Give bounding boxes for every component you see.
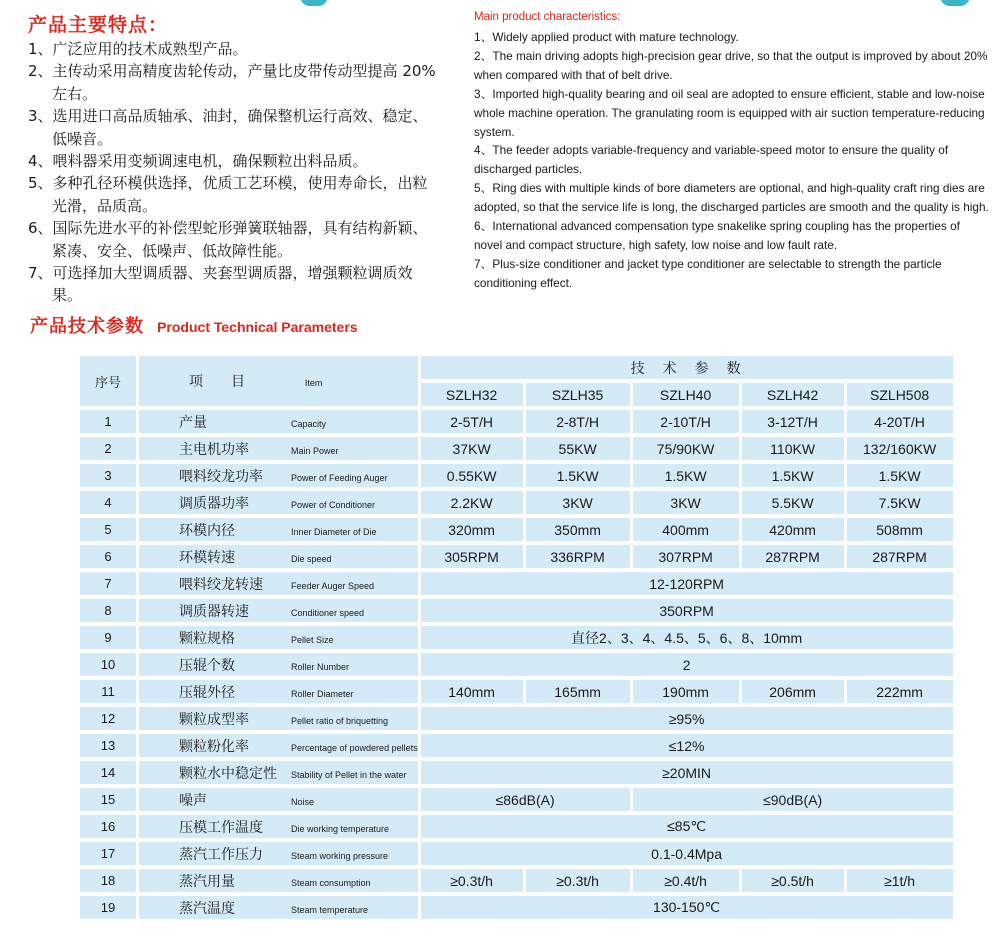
param-value: 130-150℃ — [421, 896, 953, 919]
feature-cn-item: 5、多种孔径环模供选择，优质工艺环模，使用寿命长，出粒光滑，品质高。 — [28, 174, 428, 215]
param-value: 2-5T/H — [421, 410, 523, 433]
table-row — [80, 680, 953, 703]
param-value: 3KW — [526, 491, 630, 514]
table-row — [80, 707, 953, 730]
param-value: ≥1t/h — [847, 869, 953, 892]
param-value: 0.55KW — [421, 464, 523, 487]
feature-en-item: 5、Ring dies with multiple kinds of bore diameters are optional, and high-quality craft ring dies are adopted, so that the service life is long, the discharged particles are smooth and the quality is high. — [474, 181, 989, 215]
header-model: SZLH32 — [421, 383, 523, 406]
row-item-en: Noise — [291, 796, 315, 807]
row-item-cn: 颗粒水中稳定性 — [179, 764, 277, 781]
row-item — [139, 815, 418, 838]
feature-cn-item: 1、广泛应用的技术成熟型产品。 — [28, 40, 248, 58]
param-value: 5.5KW — [742, 491, 844, 514]
top-decoration-right — [940, 0, 970, 6]
row-number: 10 — [80, 653, 136, 676]
param-value: 4-20T/H — [847, 410, 953, 433]
header-model: SZLH40 — [633, 383, 739, 406]
row-item — [139, 626, 418, 649]
param-value: 1.5KW — [742, 464, 844, 487]
table-row — [80, 518, 953, 541]
param-value: 7.5KW — [847, 491, 953, 514]
row-item-en: Pellet ratio of briquetting — [291, 715, 389, 726]
param-value: 55KW — [526, 437, 630, 460]
row-number: 18 — [80, 869, 136, 892]
feature-cn-item: 2、主传动采用高精度齿轮传动，产量比皮带传动型提高 20% 左右。 — [28, 62, 436, 103]
row-item-cn: 颗粒成型率 — [179, 710, 249, 727]
param-value: 350mm — [526, 518, 630, 541]
param-value: 110KW — [742, 437, 844, 460]
row-item — [139, 410, 418, 433]
row-item-en: Pellet Size — [291, 634, 334, 645]
table-row — [80, 869, 953, 892]
param-value: ≤86dB(A) — [421, 788, 630, 811]
table-row — [80, 815, 953, 838]
row-item — [139, 599, 418, 622]
top-decoration-left — [300, 0, 328, 6]
param-value: 1.5KW — [526, 464, 630, 487]
row-item — [139, 707, 418, 730]
row-item — [139, 788, 418, 811]
row-number: 5 — [80, 518, 136, 541]
param-value: ≤90dB(A) — [633, 788, 953, 811]
header-model: SZLH508 — [847, 383, 953, 406]
feature-en-item: 1、Widely applied product with mature technology. — [474, 30, 739, 44]
row-item-cn: 蒸汽工作压力 — [179, 845, 263, 862]
row-item — [139, 761, 418, 784]
table-row — [80, 788, 953, 811]
row-item-cn: 环模转速 — [179, 548, 235, 565]
row-item-en: Power of Feeding Auger — [291, 472, 388, 483]
param-value: 350RPM — [421, 599, 953, 622]
header-item-en: Item — [304, 378, 323, 388]
row-number: 8 — [80, 599, 136, 622]
feature-en-item: 7、Plus-size conditioner and jacket type conditioner are selectable to strength the particle conditioning effect. — [474, 256, 942, 290]
header-no: 序号 — [80, 356, 136, 406]
row-item-en: Steam working pressure — [291, 850, 389, 861]
row-item-cn: 颗粒粉化率 — [179, 737, 249, 754]
row-item-en: Stability of Pellet in the water — [291, 769, 407, 780]
row-number: 9 — [80, 626, 136, 649]
param-value: 2-8T/H — [526, 410, 630, 433]
row-item-en: Inner Diameter of Die — [291, 526, 377, 537]
table-row — [80, 653, 953, 676]
row-item-en: Steam temperature — [291, 904, 369, 915]
features-en-heading: Main product characteristics: — [474, 11, 621, 23]
table-header-row-1 — [80, 356, 953, 379]
table-row — [80, 626, 953, 649]
param-value: 287RPM — [742, 545, 844, 568]
param-value: 165mm — [526, 680, 630, 703]
row-item-en: Roller Number — [291, 661, 350, 672]
feature-en-item: 6、International advanced compensation type snakelike spring coupling has the properties of novel and compact structure, high safety, low noise and low fault rate. — [474, 219, 960, 252]
row-item-en: Roller Diameter — [291, 688, 354, 699]
param-value: 222mm — [847, 680, 953, 703]
row-number: 13 — [80, 734, 136, 757]
row-item-cn: 喂料绞龙功率 — [179, 467, 263, 484]
feature-en-item: 3、Imported high-quality bearing and oil seal are adopted to ensure efficient, stable and low-noise whole machine operation. The granulating room is equipped with air suction temperature-reducing system. — [474, 86, 985, 139]
param-value: 132/160KW — [847, 437, 953, 460]
row-number: 19 — [80, 896, 136, 919]
row-item-cn: 喂料绞龙转速 — [179, 575, 263, 592]
row-item-en: Conditioner speed — [291, 607, 365, 618]
param-value: ≥0.5t/h — [742, 869, 844, 892]
param-value: 3-12T/H — [742, 410, 844, 433]
param-value: 直径2、3、4、4.5、5、6、8、10mm — [421, 626, 953, 649]
row-item-en: Steam consumption — [291, 877, 371, 888]
row-item-cn: 颗粒规格 — [179, 629, 235, 646]
param-value: 37KW — [421, 437, 523, 460]
row-item — [139, 518, 418, 541]
row-number: 4 — [80, 491, 136, 514]
row-number: 3 — [80, 464, 136, 487]
row-number: 14 — [80, 761, 136, 784]
row-item-en: Percentage of powdered pellets — [291, 742, 418, 753]
row-item — [139, 869, 418, 892]
feature-cn-item: 6、国际先进水平的补偿型蛇形弹簧联轴器，具有结构新颖、紧凑、安全、低噪声、低故障性能。 — [28, 219, 428, 260]
table-row — [80, 896, 953, 919]
row-item — [139, 734, 418, 757]
header-item-cn: 项 目 — [189, 373, 245, 389]
row-item — [139, 680, 418, 703]
features-en-list — [474, 28, 990, 293]
row-item — [139, 437, 418, 460]
features-cn-list — [28, 38, 438, 307]
row-item-cn: 产量 — [179, 413, 207, 430]
param-value: 2.2KW — [421, 491, 523, 514]
row-number: 15 — [80, 788, 136, 811]
row-item — [139, 545, 418, 568]
param-value: ≥0.3t/h — [526, 869, 630, 892]
row-item-en: Main Power — [291, 445, 339, 456]
table-row — [80, 761, 953, 784]
table-row — [80, 437, 953, 460]
header-item — [139, 356, 418, 406]
features-cn-heading: 产品主要特点： — [28, 14, 169, 36]
param-value: 3KW — [633, 491, 739, 514]
feature-cn-item: 3、选用进口高品质轴承、油封，确保整机运行高效、稳定、低噪音。 — [28, 107, 428, 148]
table-row — [80, 572, 953, 595]
table-row — [80, 464, 953, 487]
param-value: 190mm — [633, 680, 739, 703]
param-value: 336RPM — [526, 545, 630, 568]
row-item — [139, 653, 418, 676]
param-value: 2-10T/H — [633, 410, 739, 433]
header-params: 技 术 参 数 — [421, 356, 953, 379]
tech-params-table — [77, 352, 956, 923]
feature-cn-item: 4、喂料器采用变频调速电机，确保颗粒出料品质。 — [28, 152, 368, 171]
row-number: 16 — [80, 815, 136, 838]
param-value: 320mm — [421, 518, 523, 541]
row-number: 6 — [80, 545, 136, 568]
tech-params-title-en: Product Technical Parameters — [157, 319, 358, 335]
tech-params-heading — [30, 312, 358, 338]
row-item-cn: 调质器转速 — [179, 602, 249, 619]
row-number: 17 — [80, 842, 136, 865]
param-value: 1.5KW — [847, 464, 953, 487]
row-item — [139, 491, 418, 514]
table-row — [80, 410, 953, 433]
param-value: 305RPM — [421, 545, 523, 568]
row-item-en: Feeder Auger Speed — [291, 580, 375, 591]
row-item-en: Die speed — [291, 553, 332, 564]
param-value: ≤12% — [421, 734, 953, 757]
row-item-cn: 噪声 — [179, 791, 207, 808]
feature-en-item: 2、The main driving adopts high-precision gear drive, so that the output is improved by about 20% when compared with that of belt drive. — [474, 48, 988, 82]
param-value: 307RPM — [633, 545, 739, 568]
row-number: 2 — [80, 437, 136, 460]
table-row — [80, 491, 953, 514]
header-model: SZLH35 — [526, 383, 630, 406]
row-item-en: Die working temperature — [291, 823, 390, 834]
param-value: 12-120RPM — [421, 572, 953, 595]
row-number: 7 — [80, 572, 136, 595]
row-item-en: Capacity — [291, 418, 327, 429]
param-value: ≤85℃ — [421, 815, 953, 838]
table-row — [80, 545, 953, 568]
param-value: 75/90KW — [633, 437, 739, 460]
row-number: 12 — [80, 707, 136, 730]
row-item — [139, 572, 418, 595]
row-item — [139, 842, 418, 865]
param-value: 420mm — [742, 518, 844, 541]
row-item-cn: 蒸汽温度 — [179, 899, 235, 916]
table-row — [80, 599, 953, 622]
row-item-cn: 压辊个数 — [179, 656, 235, 673]
tech-params-title-cn: 产品技术参数 — [30, 316, 144, 337]
param-value: ≥0.3t/h — [421, 869, 523, 892]
param-value: 1.5KW — [633, 464, 739, 487]
param-value: 400mm — [633, 518, 739, 541]
param-value: ≥0.4t/h — [633, 869, 739, 892]
row-item-cn: 主电机功率 — [179, 440, 249, 457]
row-item-cn: 压辊外径 — [179, 683, 235, 700]
feature-en-item: 4、The feeder adopts variable-frequency and variable-speed motor to ensure the quality of discharged particles. — [474, 143, 949, 177]
param-value: 0.1-0.4Mpa — [421, 842, 953, 865]
row-item — [139, 464, 418, 487]
param-value: ≥95% — [421, 707, 953, 730]
row-item-cn: 压模工作温度 — [179, 818, 263, 835]
row-item — [139, 896, 418, 919]
param-value: ≥20MIN — [421, 761, 953, 784]
row-item-cn: 环模内径 — [179, 521, 235, 538]
table-row — [80, 734, 953, 757]
feature-cn-item: 7、可选择加大型调质器、夹套型调质器，增强颗粒调质效果。 — [28, 264, 413, 305]
table-row — [80, 842, 953, 865]
param-value: 287RPM — [847, 545, 953, 568]
header-model: SZLH42 — [742, 383, 844, 406]
row-item-cn: 调质器功率 — [179, 494, 249, 511]
param-value: 206mm — [742, 680, 844, 703]
param-value: 140mm — [421, 680, 523, 703]
row-number: 1 — [80, 410, 136, 433]
param-value: 2 — [421, 653, 953, 676]
row-item-cn: 蒸汽用量 — [179, 872, 235, 889]
row-item-en: Power of Conditioner — [291, 499, 376, 510]
param-value: 508mm — [847, 518, 953, 541]
row-number: 11 — [80, 680, 136, 703]
